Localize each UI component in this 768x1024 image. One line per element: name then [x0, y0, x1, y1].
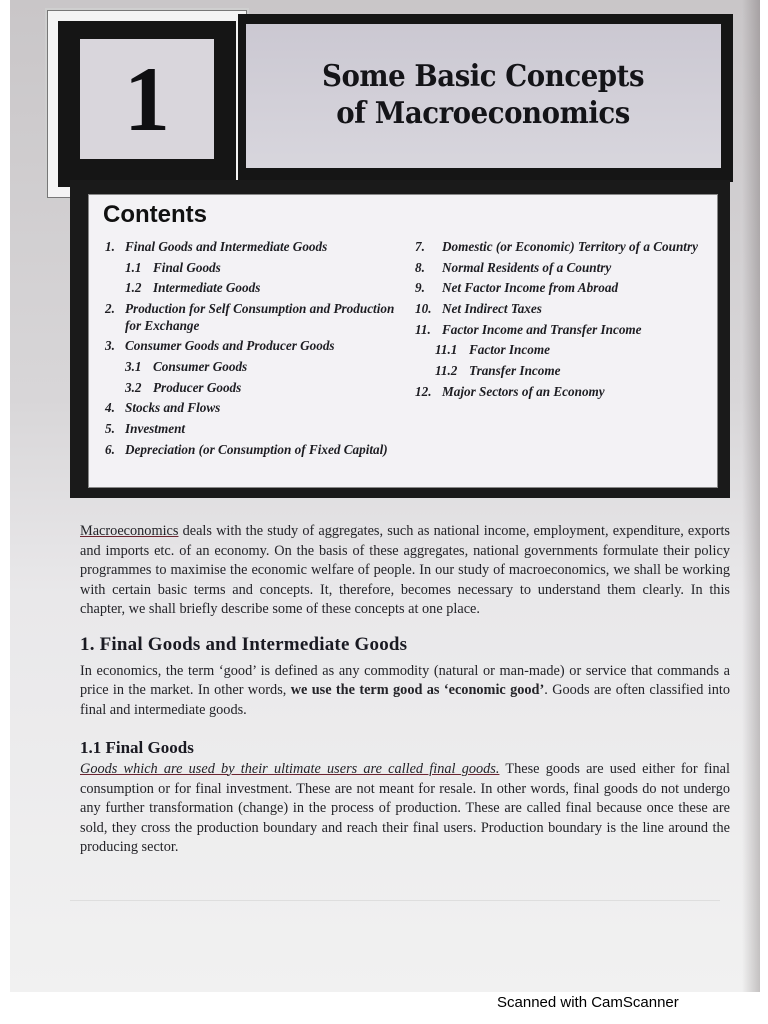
toc-item: 11.1 Factor Income: [435, 342, 550, 358]
contents-panel: [88, 194, 718, 488]
chapter-title: [322, 59, 644, 132]
chapter-title-bar: [238, 14, 733, 182]
economic-good-emphasis: we use the term good as ‘economic good’: [290, 682, 545, 698]
final-goods-definition: Goods which are used by their ultimate users are called final goods.: [80, 761, 500, 777]
toc-item: 1.1 Final Goods: [125, 259, 221, 275]
subsection-heading: 1.1 Final Goods: [80, 738, 194, 757]
chapter-title-panel: [246, 24, 721, 168]
section-heading: 1. Final Goods and Intermediate Goods: [80, 633, 408, 655]
chapter-number-box: [47, 10, 247, 198]
page-footer-line: [70, 900, 720, 923]
toc-item: 6. Depreciation (or Consumption of Fixed Capital): [105, 441, 388, 457]
chapter-title-line1: Some Basic Concepts: [322, 59, 645, 95]
chapter-number-panel: [80, 39, 214, 159]
contents-frame: [70, 180, 730, 498]
toc-item: 1.2 Intermediate Goods: [125, 280, 261, 296]
body-text: [80, 522, 730, 858]
toc-item: 2. Production for Self Consumption and Production for Exchange: [105, 301, 395, 333]
toc-item: 5. Investment: [105, 421, 186, 436]
toc-left-column: [105, 239, 405, 462]
toc-item: 10. Net Indirect Taxes: [415, 301, 542, 317]
toc-item: 11. Factor Income and Transfer Income: [415, 321, 642, 337]
chapter-title-line2: of Macroeconomics: [336, 96, 631, 131]
toc-item: 7. Domestic (or Economic) Territory of a Country: [415, 239, 698, 254]
contents-heading: Contents: [103, 201, 207, 228]
intro-paragraph: Macroeconomics deals with the study of aggregates, such as national income, employment, expenditure, exports and imports etc. of an economy. On the basis of these aggregates, national governments formulate their policy programmes to maximise the economic welfare of people. In our study of macroeconomics, we shall be working with certain basic terms and concepts. It, therefore, becomes necessary to understand them clearly. In this chapter, we shall briefly describe some of these concepts at one place.: [80, 523, 730, 617]
toc-item: 4. Stocks and Flows: [105, 400, 221, 416]
toc-item: 1. Final Goods and Intermediate Goods: [105, 239, 328, 254]
toc-item: 12. Major Sectors of an Economy: [415, 383, 605, 399]
section1-paragraph: In economics, the term ‘good’ is defined as any commodity (natural or man-made) or service that commands a price in the market. In other words, we use the term good as ‘economic good’. Goods are often classified into final and intermediate goods.: [80, 662, 730, 718]
chapter-number: 1: [124, 48, 170, 150]
toc-item: 3.2 Producer Goods: [125, 379, 242, 395]
subsection-paragraph: Goods which are used by their ultimate users are called final goods. These goods are used either for final consumption or for final investment. These are not meant for resale. In other words, final goods do not undergo any further transformation (change) in the process of production. These are called final because once these are sold, they cross the production boundary and reach their final users. Production boundary is the line around the producing sector.: [80, 761, 730, 855]
scanned-page: [10, 0, 760, 992]
intro-keyword: Macroeconomics: [80, 523, 179, 539]
toc-right-column: [415, 239, 705, 405]
page-edge-shadow: [742, 0, 760, 992]
toc-item: 9. Net Factor Income from Abroad: [415, 280, 619, 296]
toc-item: 3.1 Consumer Goods: [125, 358, 248, 374]
toc-item: 3. Consumer Goods and Producer Goods: [105, 338, 335, 354]
toc-item: 11.2 Transfer Income: [435, 363, 561, 379]
scanner-watermark: Scanned with CamScanner: [497, 994, 679, 1011]
chapter-number-frame: [58, 21, 236, 187]
toc-item: 8. Normal Residents of a Country: [415, 259, 612, 275]
